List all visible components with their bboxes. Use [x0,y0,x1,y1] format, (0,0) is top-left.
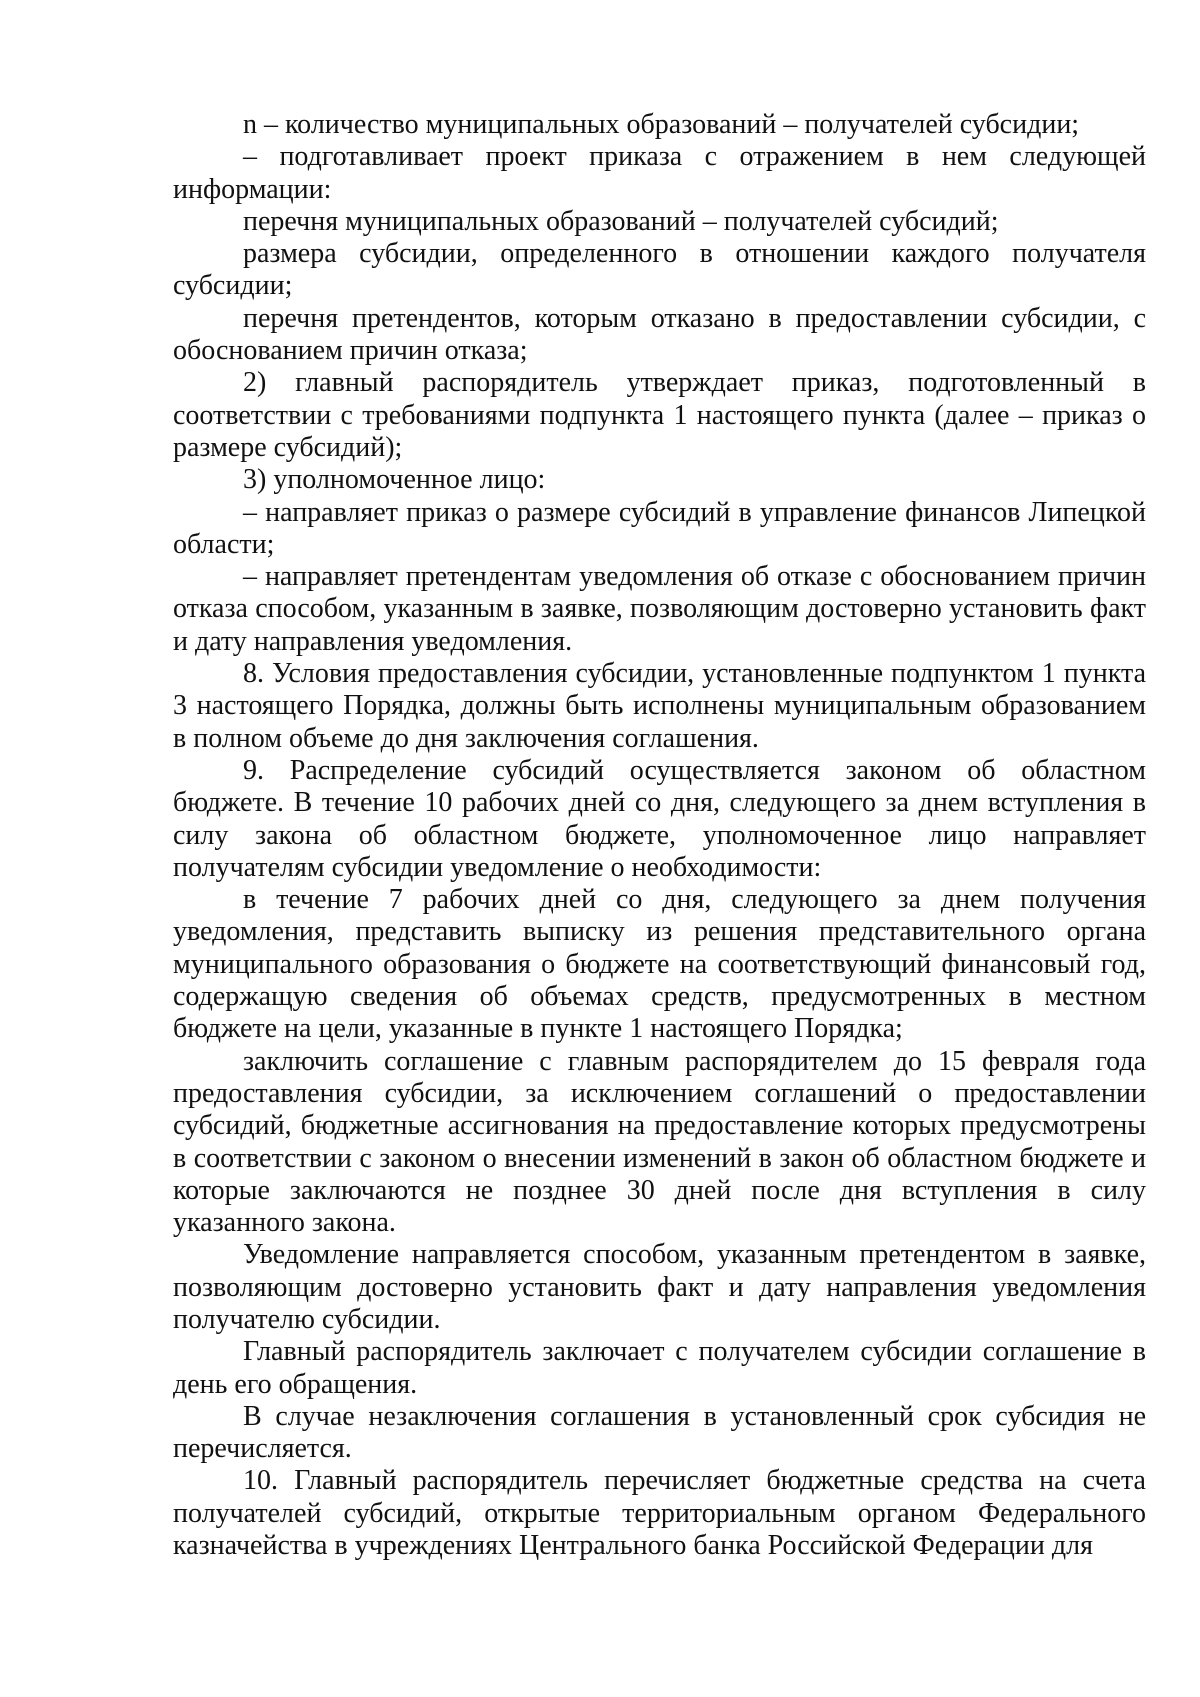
paragraph-no-agreement-no-transfer: В случае незаключения соглашения в установленный срок субсидия не перечисляется. [173,1400,1146,1465]
paragraph-n-definition: n – количество муниципальных образований – получателей субсидии; [243,109,1080,140]
document-page [173,109,1146,1562]
paragraph-sends-order-to-finance: – направляет приказ о размере субсидий в управление финансов Липецкой области; [173,496,1146,560]
paragraph-agreement-on-request-day: Главный распорядитель заключает с получателем субсидии соглашение в день его обращения. [173,1336,1146,1400]
paragraph-sends-refusal-notices: – направляет претендентам уведомления об отказе с обоснованием причин отказа способом, указанным в заявке, позволяющим достоверно установить факт и дату направления уведомления. [173,561,1146,657]
paragraph-within-7-days: в течение 7 рабочих дней со дня, следующего за днем получения уведомления, представить выписку из решения представительного органа муниципального образования о бюджете на соответствующий финансовый год, содержащую сведения об объемах средств, предусмотренных в местном бюджете на цели, указанные в пункте 1 настоящего Порядка; [173,884,1146,1045]
paragraph-prepares-draft-order: – подготавливает проект приказа с отражением в нем следующей информации: [173,141,1146,205]
paragraph-clause-9: 9. Распределение субсидий осуществляется законом об областном бюджете. В течение 10 рабочих дней со дня, следующего за днем вступления в силу закона об областном бюджете, уполномоченное лицо направляет получателям субсидии уведомление о необходимости: [173,754,1146,883]
paragraph-item-3-authorized-person: 3) уполномоченное лицо: [243,464,546,496]
paragraph-list-of-municipalities: перечня муниципальных образований – получателей субсидий; [243,205,999,237]
paragraph-subsidy-size: размера субсидии, определенного в отношении каждого получателя субсидии; [173,238,1146,302]
paragraph-conclude-agreement: заключить соглашение с главным распорядителем до 15 февраля года предоставления субсидии, за исключением соглашений о предоставлении субсидий, бюджетные ассигнования на предоставление которых предусмотрены в соответствии с законом о внесении изменений в закон об областном бюджете и которые заключаются не позднее 30 дней после дня вступления в силу указанного закона. [173,1045,1146,1239]
paragraph-notice-method: Уведомление направляется способом, указанным претендентом в заявке, позволяющим достоверно установить факт и дату направления уведомления получателю субсидии. [173,1239,1146,1335]
paragraph-refused-applicants: перечня претендентов, которым отказано в предоставлении субсидии, с обоснованием причин отказа; [173,302,1146,367]
paragraph-clause-10: 10. Главный распорядитель перечисляет бюджетные средства на счета получателей субсидий, открытые территориальным органом Федерального казначейства в учреждениях Центрального банка Российской Федерации для [173,1465,1146,1562]
paragraph-item-2-approves-order: 2) главный распорядитель утверждает приказ, подготовленный в соответствии с требованиями подпункта 1 настоящего пункта (далее – приказ о размере субсидий); [173,367,1146,463]
paragraph-clause-8: 8. Условия предоставления субсидии, установленные подпунктом 1 пункта 3 настоящего Порядка, должны быть исполнены муниципальным образованием в полном объеме до дня заключения соглашения. [173,658,1146,754]
